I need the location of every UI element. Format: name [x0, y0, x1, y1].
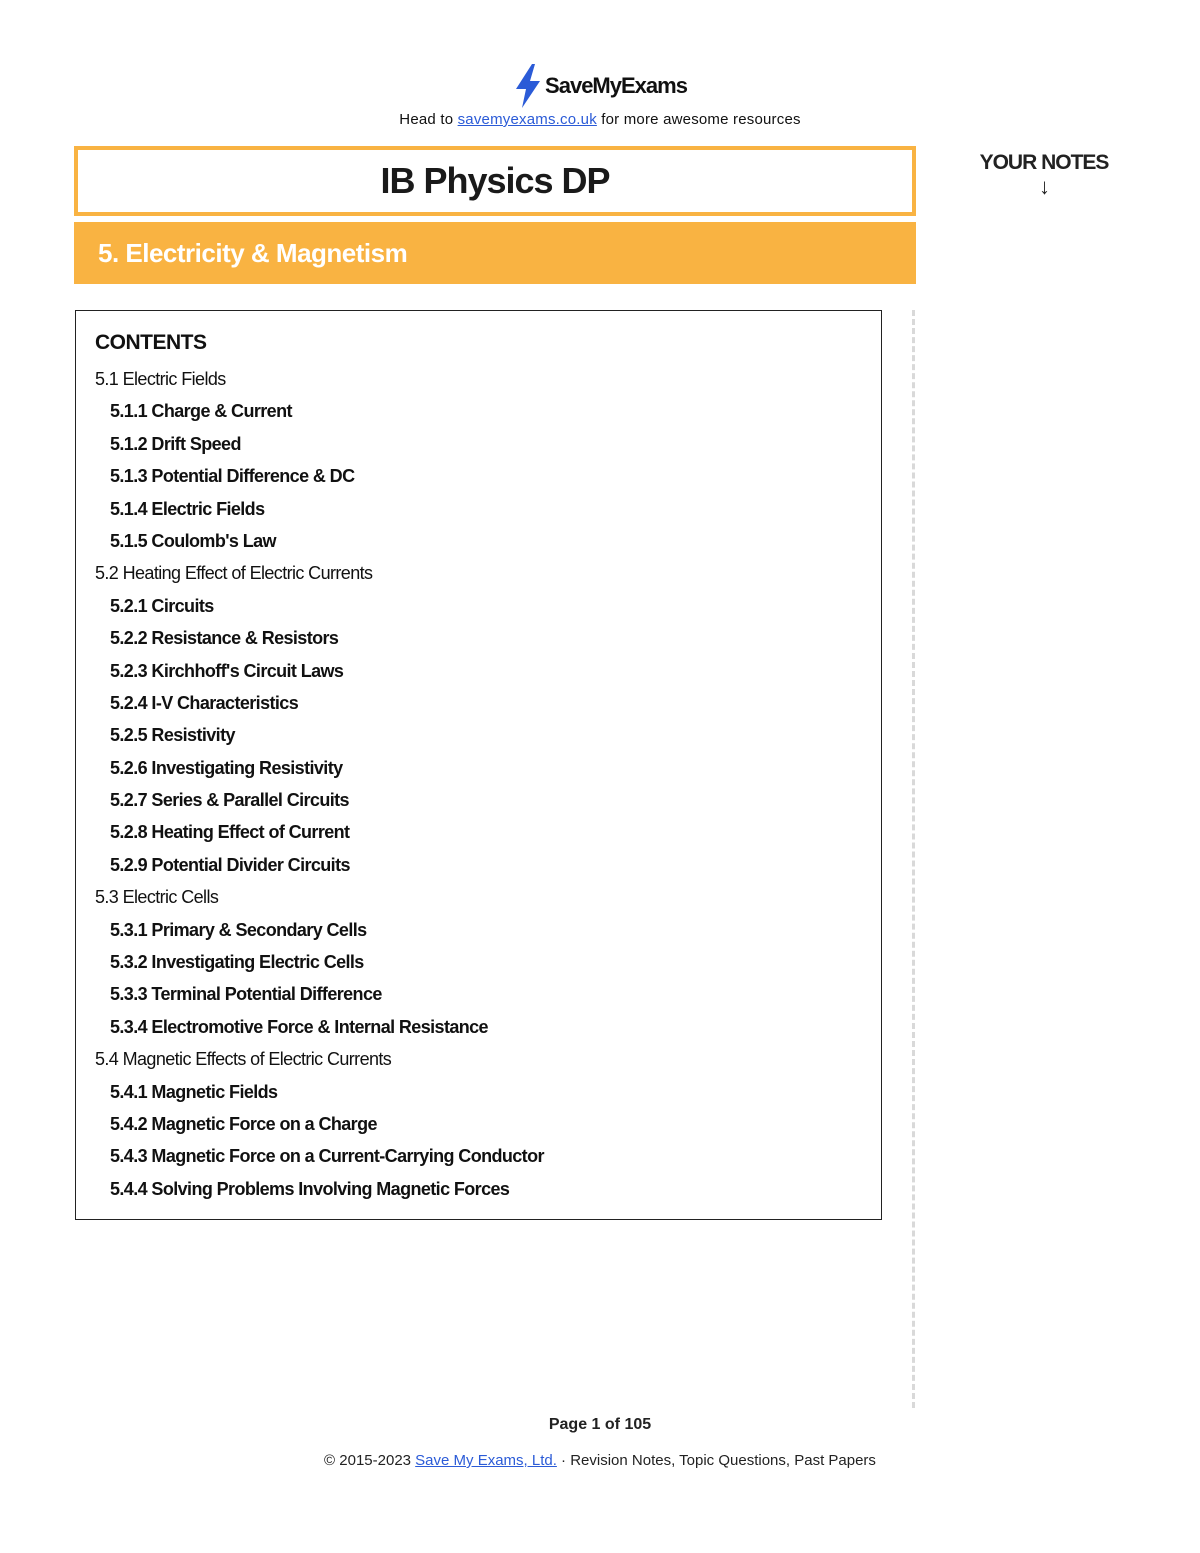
toc-subsection-link[interactable]: 5.2.1 Circuits	[110, 595, 214, 616]
footer-suffix: · Revision Notes, Topic Questions, Past Papers	[556, 1452, 876, 1469]
toc-subsection-link[interactable]: 5.2.2 Resistance & Resistors	[110, 628, 339, 649]
toc-subsection-link[interactable]: 5.2.7 Series & Parallel Circuits	[110, 790, 349, 811]
page-number: Page 1 of 105	[548, 1416, 652, 1433]
contents-box	[75, 310, 882, 1220]
topic-banner	[74, 222, 916, 284]
toc-subsection-link[interactable]: 5.3.1 Primary & Secondary Cells	[110, 919, 367, 940]
toc-section-link[interactable]: 5.4 Magnetic Effects of Electric Currents	[95, 1049, 392, 1070]
arrow-down-icon: ↓	[1039, 174, 1049, 199]
your-notes-text: YOUR NOTES	[979, 151, 1109, 174]
toc-subsection-link[interactable]: 5.1.5 Coulomb's Law	[110, 530, 276, 551]
logo-text: SaveMyExams	[545, 73, 687, 98]
notes-divider	[912, 310, 915, 1408]
toc-subsection-link[interactable]: 5.2.9 Potential Divider Circuits	[110, 854, 350, 875]
tagline	[0, 111, 1200, 128]
copyright-prefix: © 2015-2023	[324, 1452, 416, 1469]
toc-subsection-link[interactable]: 5.1.2 Drift Speed	[110, 433, 241, 454]
contents-heading: CONTENTS	[95, 331, 207, 354]
tagline-suffix: for more awesome resources	[596, 111, 801, 128]
toc-subsection-link[interactable]: 5.2.3 Kirchhoff's Circuit Laws	[110, 660, 344, 681]
toc-subsection-link[interactable]: 5.4.3 Magnetic Force on a Current-Carrying Conductor	[110, 1146, 544, 1167]
toc-section-link[interactable]: 5.2 Heating Effect of Electric Currents	[95, 563, 373, 584]
toc-subsection-link[interactable]: 5.2.5 Resistivity	[110, 725, 235, 746]
toc-list	[95, 367, 544, 1209]
your-notes-label	[962, 150, 1126, 198]
footer	[0, 1452, 1200, 1469]
logo[interactable]	[0, 64, 1200, 108]
tagline-prefix: Head to	[399, 111, 458, 128]
toc-subsection-link[interactable]: 5.2.8 Heating Effect of Current	[110, 822, 350, 843]
copyright-link[interactable]: Save My Exams, Ltd.	[415, 1452, 557, 1469]
toc-section-link[interactable]: 5.3 Electric Cells	[95, 887, 219, 908]
lightning-bolt-icon	[513, 64, 543, 108]
toc-subsection-link[interactable]: 5.2.6 Investigating Resistivity	[110, 757, 343, 778]
toc-subsection-link[interactable]: 5.3.2 Investigating Electric Cells	[110, 952, 364, 973]
toc-subsection-link[interactable]: 5.4.2 Magnetic Force on a Charge	[110, 1113, 377, 1134]
topic-title: 5. Electricity & Magnetism	[98, 237, 408, 268]
document-title-box	[74, 146, 916, 216]
toc-subsection-link[interactable]: 5.1.1 Charge & Current	[110, 401, 292, 422]
toc-subsection-link[interactable]: 5.1.3 Potential Difference & DC	[110, 466, 355, 487]
savemyexams-link[interactable]: savemyexams.co.uk	[457, 111, 597, 128]
toc-subsection-link[interactable]: 5.1.4 Electric Fields	[110, 498, 265, 519]
toc-subsection-link[interactable]: 5.4.1 Magnetic Fields	[110, 1081, 278, 1102]
toc-subsection-link[interactable]: 5.2.4 I-V Characteristics	[110, 692, 299, 713]
toc-subsection-link[interactable]: 5.4.4 Solving Problems Involving Magnetic Forces	[110, 1178, 510, 1199]
document-title: IB Physics DP	[380, 160, 610, 201]
toc-subsection-link[interactable]: 5.3.3 Terminal Potential Difference	[110, 984, 382, 1005]
toc-subsection-link[interactable]: 5.3.4 Electromotive Force & Internal Resistance	[110, 1016, 488, 1037]
toc-section-link[interactable]: 5.1 Electric Fields	[95, 369, 226, 389]
